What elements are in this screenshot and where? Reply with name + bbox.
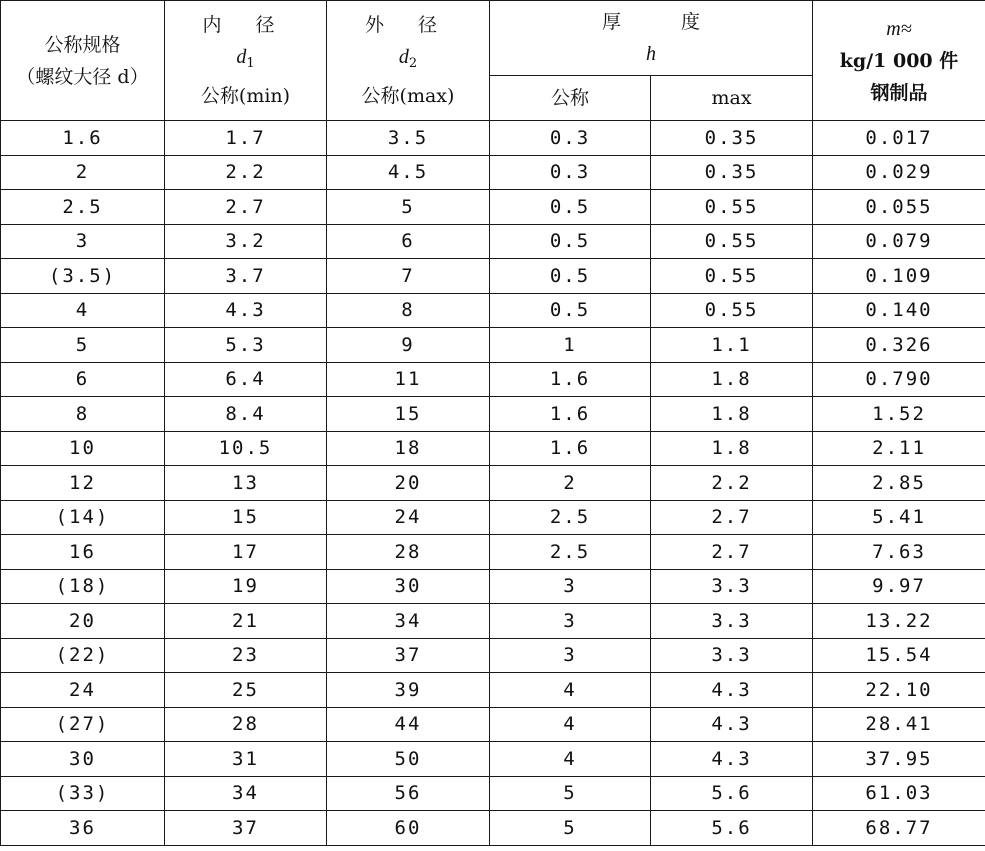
inner-diameter-cell: 15 xyxy=(165,500,327,535)
outer-diameter-cell: 56 xyxy=(327,776,490,811)
inner-diameter-cell: 17 xyxy=(165,535,327,570)
thickness-nominal-cell: 5 xyxy=(490,811,651,846)
mass-cell: 2.11 xyxy=(813,431,985,466)
thickness-max-cell: 4.3 xyxy=(651,742,813,777)
table-row xyxy=(1,155,985,190)
spec-cell: (33) xyxy=(1,776,165,811)
inner-diameter-cell: 34 xyxy=(165,776,327,811)
thickness-max-cell: 1.8 xyxy=(651,397,813,432)
outer-diameter-cell: 28 xyxy=(327,535,490,570)
thickness-max-cell: 1.1 xyxy=(651,328,813,363)
thickness-nominal-cell: 4 xyxy=(490,742,651,777)
table-row xyxy=(1,742,985,777)
thickness-nominal-cell: 5 xyxy=(490,776,651,811)
thickness-nominal-cell: 0.5 xyxy=(490,224,651,259)
table-row xyxy=(1,569,985,604)
mass-cell: 2.85 xyxy=(813,466,985,501)
spec-cell: 2 xyxy=(1,155,165,190)
spec-cell: 12 xyxy=(1,466,165,501)
inner-diameter-cell: 6.4 xyxy=(165,362,327,397)
inner-diameter-cell: 19 xyxy=(165,569,327,604)
thickness-max-cell: 1.8 xyxy=(651,431,813,466)
table-body xyxy=(1,121,985,846)
table-row xyxy=(1,224,985,259)
thickness-max-cell: 4.3 xyxy=(651,707,813,742)
mass-cell: 22.10 xyxy=(813,673,985,708)
table-header xyxy=(1,1,985,121)
table-row xyxy=(1,328,985,363)
outer-diameter-cell: 5 xyxy=(327,190,490,225)
outer-diameter-cell: 50 xyxy=(327,742,490,777)
mass-cell: 0.326 xyxy=(813,328,985,363)
mass-cell: 28.41 xyxy=(813,707,985,742)
thickness-max-cell: 3.3 xyxy=(651,604,813,639)
spec-cell: (3.5) xyxy=(1,259,165,294)
mass-cell: 0.790 xyxy=(813,362,985,397)
mass-cell: 13.22 xyxy=(813,604,985,639)
spec-cell: 20 xyxy=(1,604,165,639)
table-row xyxy=(1,293,985,328)
table-row xyxy=(1,431,985,466)
outer-diameter-cell: 30 xyxy=(327,569,490,604)
inner-diameter-cell: 5.3 xyxy=(165,328,327,363)
outer-diameter-cell: 3.5 xyxy=(327,121,490,156)
thickness-nominal-cell: 2.5 xyxy=(490,500,651,535)
outer-diameter-cell: 4.5 xyxy=(327,155,490,190)
spec-cell: 16 xyxy=(1,535,165,570)
spec-cell: 6 xyxy=(1,362,165,397)
thickness-nominal-cell: 0.5 xyxy=(490,259,651,294)
table-row xyxy=(1,362,985,397)
thickness-max-cell: 1.8 xyxy=(651,362,813,397)
mass-cell: 61.03 xyxy=(813,776,985,811)
thickness-header xyxy=(490,1,813,76)
thickness-nominal-cell: 1.6 xyxy=(490,362,651,397)
mass-header xyxy=(813,1,985,121)
thickness-max-cell: 2.7 xyxy=(651,500,813,535)
thickness-title: 厚度 xyxy=(602,11,761,33)
inner-diameter-cell: 3.7 xyxy=(165,259,327,294)
spec-cell: 30 xyxy=(1,742,165,777)
mass-cell: 7.63 xyxy=(813,535,985,570)
inner-diameter-symbol: $d_1$ xyxy=(236,46,255,71)
thickness-max-cell: 0.55 xyxy=(651,224,813,259)
table-row xyxy=(1,190,985,225)
spec-cell: 24 xyxy=(1,673,165,708)
mass-symbol: m≈ xyxy=(886,17,912,40)
mass-cell: 0.029 xyxy=(813,155,985,190)
thickness-symbol: h xyxy=(646,43,656,65)
spec-cell: 1.6 xyxy=(1,121,165,156)
mass-cell: 0.055 xyxy=(813,190,985,225)
thickness-max-header: max xyxy=(651,76,813,121)
thickness-nominal-cell: 4 xyxy=(490,707,651,742)
spec-cell: 8 xyxy=(1,397,165,432)
spec-cell: 10 xyxy=(1,431,165,466)
thickness-max-cell: 0.35 xyxy=(651,121,813,156)
outer-diameter-cell: 24 xyxy=(327,500,490,535)
mass-cell: 0.140 xyxy=(813,293,985,328)
thickness-nominal-cell: 3 xyxy=(490,569,651,604)
table-row xyxy=(1,707,985,742)
spec-cell: 2.5 xyxy=(1,190,165,225)
table-row xyxy=(1,535,985,570)
table-row xyxy=(1,638,985,673)
mass-cell: 0.017 xyxy=(813,121,985,156)
inner-diameter-cell: 2.2 xyxy=(165,155,327,190)
mass-note: 钢制品 xyxy=(870,81,928,104)
mass-unit: kg/1 000 件 xyxy=(839,49,959,72)
thickness-nominal-header: 公称 xyxy=(490,76,651,121)
inner-diameter-cell: 4.3 xyxy=(165,293,327,328)
mass-cell: 5.41 xyxy=(813,500,985,535)
thickness-nominal-cell: 4 xyxy=(490,673,651,708)
thickness-nominal-cell: 0.5 xyxy=(490,190,651,225)
outer-diameter-note: 公称(max) xyxy=(361,85,455,107)
inner-diameter-cell: 28 xyxy=(165,707,327,742)
mass-cell: 0.109 xyxy=(813,259,985,294)
spec-cell: (18) xyxy=(1,569,165,604)
outer-diameter-cell: 34 xyxy=(327,604,490,639)
spec-cell: (14) xyxy=(1,500,165,535)
thickness-max-cell: 2.7 xyxy=(651,535,813,570)
table-row xyxy=(1,121,985,156)
outer-diameter-title: 外 径 xyxy=(364,14,452,36)
mass-cell: 68.77 xyxy=(813,811,985,846)
mass-cell: 1.52 xyxy=(813,397,985,432)
thickness-max-cell: 0.55 xyxy=(651,293,813,328)
thickness-nominal-cell: 2.5 xyxy=(490,535,651,570)
inner-diameter-cell: 23 xyxy=(165,638,327,673)
mass-cell: 15.54 xyxy=(813,638,985,673)
mass-cell: 37.95 xyxy=(813,742,985,777)
thickness-max-cell: 3.3 xyxy=(651,569,813,604)
table-row xyxy=(1,259,985,294)
thickness-max-cell: 0.35 xyxy=(651,155,813,190)
spec-cell: (22) xyxy=(1,638,165,673)
inner-diameter-cell: 13 xyxy=(165,466,327,501)
thickness-nominal-cell: 2 xyxy=(490,466,651,501)
thickness-nominal-cell: 3 xyxy=(490,604,651,639)
outer-diameter-cell: 6 xyxy=(327,224,490,259)
outer-diameter-cell: 11 xyxy=(327,362,490,397)
spec-header xyxy=(1,1,165,121)
outer-diameter-cell: 7 xyxy=(327,259,490,294)
outer-diameter-cell: 8 xyxy=(327,293,490,328)
outer-diameter-cell: 18 xyxy=(327,431,490,466)
thickness-nominal-cell: 0.3 xyxy=(490,155,651,190)
inner-diameter-cell: 1.7 xyxy=(165,121,327,156)
thickness-max-cell: 2.2 xyxy=(651,466,813,501)
outer-diameter-cell: 44 xyxy=(327,707,490,742)
table-row xyxy=(1,673,985,708)
thickness-nominal-cell: 0.5 xyxy=(490,293,651,328)
thickness-nominal-cell: 1.6 xyxy=(490,431,651,466)
outer-diameter-cell: 37 xyxy=(327,638,490,673)
inner-diameter-title: 内 径 xyxy=(202,14,289,36)
outer-diameter-cell: 20 xyxy=(327,466,490,501)
inner-diameter-cell: 2.7 xyxy=(165,190,327,225)
spec-header-line1: 公称规格 xyxy=(44,33,121,56)
thickness-max-cell: 5.6 xyxy=(651,776,813,811)
thickness-max-cell: 5.6 xyxy=(651,811,813,846)
spec-cell: 3 xyxy=(1,224,165,259)
thickness-max-cell: 0.55 xyxy=(651,259,813,294)
inner-diameter-cell: 21 xyxy=(165,604,327,639)
table-row xyxy=(1,776,985,811)
thickness-nominal-cell: 1 xyxy=(490,328,651,363)
thickness-max-cell: 3.3 xyxy=(651,638,813,673)
mass-cell: 9.97 xyxy=(813,569,985,604)
inner-diameter-cell: 25 xyxy=(165,673,327,708)
inner-diameter-cell: 10.5 xyxy=(165,431,327,466)
outer-diameter-cell: 9 xyxy=(327,328,490,363)
table-row xyxy=(1,811,985,846)
table-row xyxy=(1,604,985,639)
spec-cell: 4 xyxy=(1,293,165,328)
outer-diameter-cell: 15 xyxy=(327,397,490,432)
thickness-max-cell: 4.3 xyxy=(651,673,813,708)
spec-cell: (27) xyxy=(1,707,165,742)
thickness-max-cell: 0.55 xyxy=(651,190,813,225)
outer-diameter-symbol: $d_2$ xyxy=(398,46,418,71)
outer-diameter-cell: 39 xyxy=(327,673,490,708)
thickness-nominal-cell: 0.3 xyxy=(490,121,651,156)
inner-diameter-cell: 31 xyxy=(165,742,327,777)
inner-diameter-cell: 8.4 xyxy=(165,397,327,432)
inner-diameter-cell: 3.2 xyxy=(165,224,327,259)
inner-diameter-note: 公称(min) xyxy=(200,85,291,107)
table-row xyxy=(1,466,985,501)
inner-diameter-header xyxy=(165,1,327,121)
thickness-nominal-cell: 3 xyxy=(490,638,651,673)
table-row xyxy=(1,397,985,432)
mass-cell: 0.079 xyxy=(813,224,985,259)
inner-diameter-cell: 37 xyxy=(165,811,327,846)
outer-diameter-cell: 60 xyxy=(327,811,490,846)
table-row xyxy=(1,500,985,535)
spec-header-line2: （螺纹大径 d） xyxy=(16,65,149,88)
spec-cell: 5 xyxy=(1,328,165,363)
outer-diameter-header xyxy=(327,1,490,121)
spec-cell: 36 xyxy=(1,811,165,846)
thickness-nominal-cell: 1.6 xyxy=(490,397,651,432)
